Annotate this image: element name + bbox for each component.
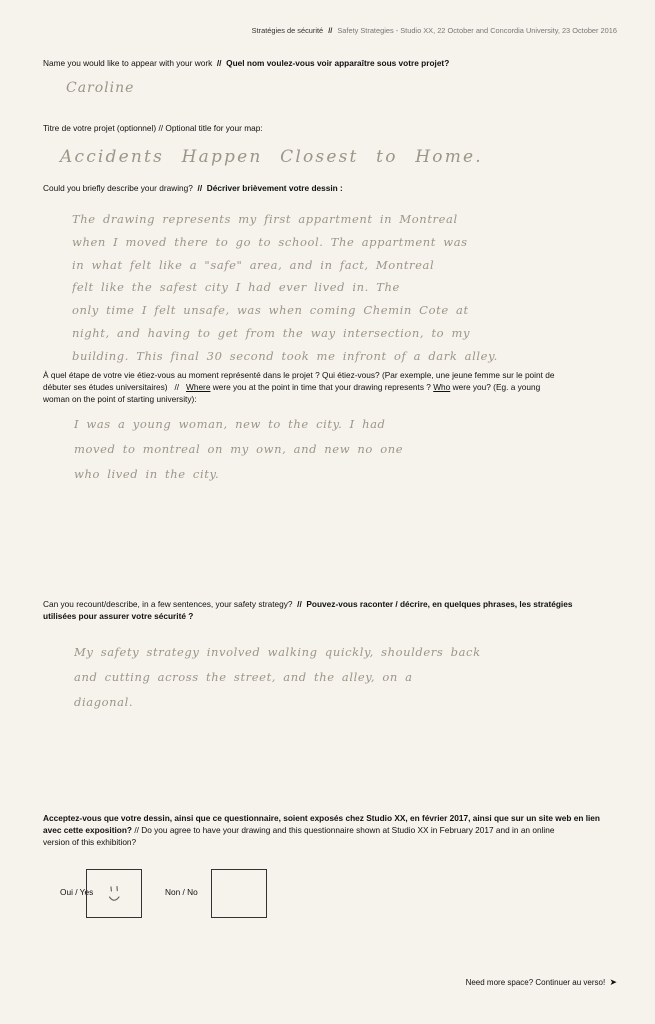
question-title-fr: Titre de votre projet (optionnel) [43,123,157,133]
answer-name: Caroline [66,80,135,96]
question-description-separator: // [197,183,203,193]
header-title-en: Safety Strategies - Studio XX, 22 October and Concordia University, 23 October 2016 [337,26,617,35]
question-consent-en-3: version of this exhibition? [43,837,137,847]
answer-life-stage-line: I was a young woman, new to the city. I had [74,417,386,431]
answer-safety-strategy-line: diagonal. [74,695,134,709]
arrow-right-icon: ➤ [609,977,617,987]
header-title-fr: Stratégies de sécurité [251,26,324,35]
question-description-fr: Décriver brièvement votre dessin : [206,183,343,193]
answer-description-line: night, and having to get from the way intersection, to my [72,325,471,340]
question-safety-strategy-fr-1: Pouvez-vous raconter / décrire, en quelques phrases, les stratégies [306,599,573,609]
question-life-stage-mid: were you at the point in time that your drawing represents ? [212,382,431,392]
question-description-en: Could you briefly describe your drawing? [43,183,193,193]
question-life-stage-end: were you? (Eg. a young [452,382,541,392]
answer-life-stage-line: moved to montreal on my own, and new no one [74,442,404,456]
header-separator: // [328,26,333,35]
page-header [252,26,617,35]
consent-no-label: Non / No [165,887,198,897]
question-title [43,122,618,134]
answer-life-stage-line: who lived in the city. [74,467,220,481]
page-footer [466,977,617,988]
smiley-face-icon [101,878,127,908]
question-life-stage-fr-1: À quel étape de votre vie étiez-vous au moment représenté dans le projet ? Qui étiez-vous? (Par exemple, une jeune femme sur le point de [43,370,555,380]
answer-description-line: only time I felt unsafe, was when coming Chemin Cote at [72,303,469,318]
question-consent-fr-1: Acceptez-vous que votre dessin, ainsi que ce questionnaire, soient exposés chez Studio XX, en février 2017, ainsi que sur un site web en lien [43,813,600,823]
question-life-stage-fr-2: débuter ses études universitaires) [43,382,168,392]
question-life-stage-where: Where [186,382,211,392]
question-life-stage-separator: // [174,382,180,392]
answer-description-line: felt like the safest city I had ever lived in. The [72,280,400,295]
question-safety-strategy-separator: // [297,599,302,609]
question-safety-strategy [43,598,618,622]
answer-safety-strategy-line: and cutting across the street, and the alley, on a [74,670,413,684]
question-life-stage [43,369,618,405]
question-life-stage-en-3: woman on the point of starting university): [43,394,197,404]
answer-description [72,208,592,368]
answer-safety-strategy [74,640,594,715]
answer-description-line: The drawing represents my first appartment in Montreal [72,212,458,226]
answer-description-line: in what felt like a "safe" area, and in fact, Montreal [72,257,435,272]
answer-description-line: when I moved there to go to school. The appartment was [72,234,468,249]
question-consent [43,812,618,848]
question-description [43,182,618,194]
question-name-separator: // [216,58,222,68]
answer-life-stage [74,412,594,487]
question-safety-strategy-en: Can you recount/describe, in a few sentences, your safety strategy? [43,599,293,609]
question-name-en: Name you would like to appear with your work [43,58,213,68]
answer-safety-strategy-line: My safety strategy involved walking quickly, shoulders back [74,645,481,659]
question-title-en: // Optional title for your map: [158,123,263,133]
question-safety-strategy-fr-2: utilisées pour assurer votre sécurité ? [43,611,194,621]
question-name [43,57,618,69]
answer-description-line: building. This final 30 second took me infront of a dark alley. [72,348,498,363]
question-life-stage-who: Who [433,382,451,392]
footer-text: Need more space? Continuer au verso! [465,978,606,987]
consent-yes-box[interactable] [86,869,142,918]
consent-yes-label: Oui / Yes [60,887,94,897]
answer-title: Accidents Happen Closest to Home. [60,147,483,167]
consent-no-box[interactable] [211,869,267,918]
question-name-fr: Quel nom voulez-vous voir apparaître sous votre projet? [226,58,450,68]
question-consent-en-2: // Do you agree to have your drawing and this questionnaire shown at Studio XX in February 2017 and in an online [134,825,555,835]
question-consent-fr-2: avec cette exposition? [43,825,132,835]
